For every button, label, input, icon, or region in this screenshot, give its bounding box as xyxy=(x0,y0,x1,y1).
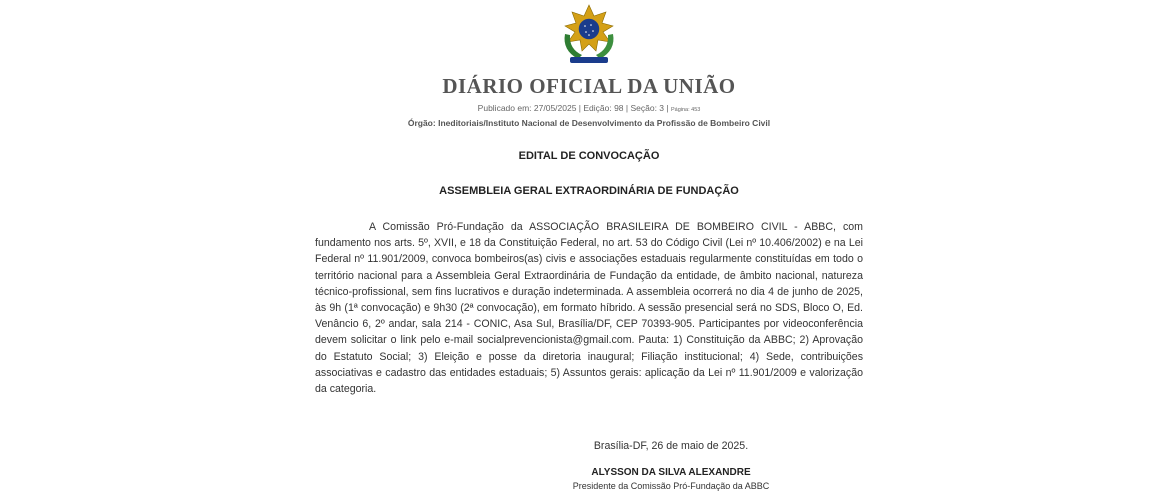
publication-info xyxy=(0,103,1170,113)
convocation-body: A Comissão Pró-Fundação da ASSOCIAÇÃO BRASILEIRA DE BOMBEIRO CIVIL - ABBC, com fundamento nos arts. 5º, XVII, e 18 da Constituição Federal, no art. 53 do Código Civil (Lei nº 10.406/2002) e na Lei Federal nº 11.901/2009, convoca bombeiros(as) civis e associações estaduais regularmente constituídas em todo o território nacional para a Assembleia Geral Extraordinária de Fundação da entidade, de âmbito nacional, natureza técnico-profissional, sem fins lucrativos e duração indeterminada. A assembleia ocorrerá no dia 4 de junho de 2025, às 9h (1ª convocação) e 9h30 (2ª convocação), em formato híbrido. A sessão presencial será no SDS, Bloco O, Ed. Venâncio 6, 2º andar, sala 214 - CONIC, Asa Sul, Brasília/DF, CEP 70393-905. Participantes por videoconferência devem solicitar o link pelo e-mail socialprevencionista@gmail.com. Pauta: 1) Constituição da ABBC; 2) Aprovação do Estatuto Social; 3) Eleição e posse da diretoria inaugural; Filiação institucional; 4) Sede, contribuições associativas e cadastro das entidades estaduais; 5) Assuntos gerais: aplicação da Lei nº 11.901/2009 e valorização da categoria. xyxy=(315,221,863,396)
signer-name: ALYSSON DA SILVA ALEXANDRE xyxy=(591,467,751,478)
signer-role: Presidente da Comissão Pró-Fundação da ABBC xyxy=(572,481,770,491)
issuing-organ xyxy=(0,118,1170,128)
edital-heading: EDITAL DE CONVOCAÇÃO xyxy=(518,150,660,162)
gazette-title: DIÁRIO OFICIAL DA UNIÃO xyxy=(442,74,736,98)
organ-label: Órgão: xyxy=(407,118,436,128)
assembly-subheading: ASSEMBLEIA GERAL EXTRAORDINÁRIA DE FUNDAÇÃO xyxy=(439,185,739,197)
page-number: Página: 453 xyxy=(670,107,701,113)
place-and-date: Brasília-DF, 26 de maio de 2025. xyxy=(593,440,749,452)
publication-details: Publicado em: 27/05/2025 | Edição: 98 | Seção: 3 | xyxy=(477,103,669,113)
brazil-coat-of-arms-icon xyxy=(556,4,622,66)
organ-value: Ineditoriais/Instituto Nacional de Desenvolvimento da Profissão de Bombeiro Civil xyxy=(438,118,771,128)
